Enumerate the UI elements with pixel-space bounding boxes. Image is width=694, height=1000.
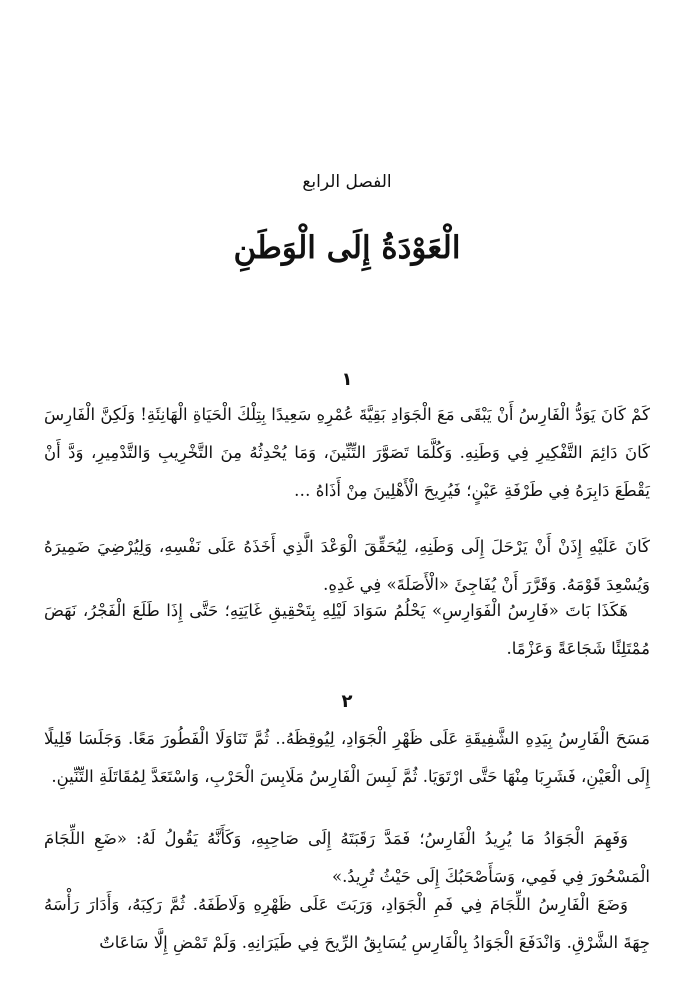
paragraph: مَسَحَ الْفَارِسُ بِيَدِهِ الشَّفِيقَةِ عَلَى ظَهْرِ الْجَوَادِ، لِيُوقِظَهُ.. ثُمَّ تَنَاوَلَا الْفَطُورَ مَعًا. وَجَلَسَا قَلِيلًا إِلَى الْعَيْنِ، فَشَرِبَا مِنْهَا حَتَّى ارْتَوَيَا. ثُمَّ لَبِسَ الْفَارِسُ مَلَابِسَ الْحَرْبِ، وَاسْتَعَدَّ لِمُقَاتَلَةِ التِّنِّينِ.: [44, 729, 650, 786]
chapter-label: الفصل الرابع: [302, 172, 392, 192]
paragraph: وَضَعَ الْفَارِسُ اللِّجَامَ فِي فَمِ الْجَوَادِ، وَرَبَتَ عَلَى ظَهْرِهِ وَلَاطَفَهُ. ثُمَّ رَكِبَهُ، وَأَدَارَ رَأْسَهُ جِهَةَ الشَّرْقِ. وَانْدَفَعَ الْجَوَادُ بِالْفَارِسِ يُسَابِقُ الرِّيحَ فِي طَيَرَانِهِ. وَلَمْ تَمْضِ إِلَّا سَاعَاتٌ: [44, 895, 650, 952]
book-page: [44, 0, 650, 1000]
paragraph: وَفَهِمَ الْجَوَادُ مَا يُرِيدُ الْفَارِسُ؛ فَمَدَّ رَقَبَتَهُ إِلَى صَاحِبِهِ، وَكَأَنَّهُ يَقُولُ لَهُ: «ضَعِ اللِّجَامَ الْمَسْحُورَ فِي فَمِي، وَسَأَصْحَبُكَ إِلَى حَيْثُ تُرِيدُ.»: [44, 829, 650, 886]
paragraph: كَانَ عَلَيْهِ إِذَنْ أَنْ يَرْحَلَ إِلَى وَطَنِهِ، لِيُحَقِّقَ الْوَعْدَ الَّذِي أَخَذَهُ عَلَى نَفْسِهِ، وَلِيُرْضِيَ ضَمِيرَهُ وَيُسْعِدَ قَوْمَهُ. وَقَرَّرَ أَنْ يُفَاجِئَ «الْأَصَلَةَ» فِي غَدِهِ.: [44, 537, 650, 594]
chapter-title: الْعَوْدَةُ إِلَى الْوَطَنِ: [233, 230, 461, 266]
paragraph: هَكَذَا بَاتَ «فَارِسُ الْفَوَارِسِ» يَحْلُمُ سَوَادَ لَيْلِهِ بِتَحْقِيقِ غَايَتِهِ؛ حَتَّى إِذَا طَلَعَ الْفَجْرُ، نَهَضَ مُمْتَلِئًا شَجَاعَةً وَعَزْمًا.: [44, 601, 650, 658]
section-number: ٢: [341, 691, 353, 712]
section-number: ١: [341, 369, 353, 390]
paragraph: كَمْ كَانَ يَوَدُّ الْفَارِسُ أَنْ يَبْقَى مَعَ الْجَوَادِ بَقِيَّةَ عُمْرِهِ سَعِيدًا بِتِلْكَ الْحَيَاةِ الْهَانِئَةِ! وَلَكِنَّ الْفَارِسَ كَانَ دَائِمَ التَّفْكِيرِ فِي وَطَنِهِ. وَكُلَّمَا تَصَوَّرَ التِّنِّينَ، وَمَا يُحْدِثُهُ مِنَ التَّخْرِيبِ وَالتَّدْمِيرِ، وَدَّ أَنْ يَقْطَعَ دَابِرَهُ فِي طَرْفَةِ عَيْنٍ؛ فَيُرِيحَ الْأَهْلِينَ مِنْ أَذَاهُ …: [44, 405, 650, 500]
